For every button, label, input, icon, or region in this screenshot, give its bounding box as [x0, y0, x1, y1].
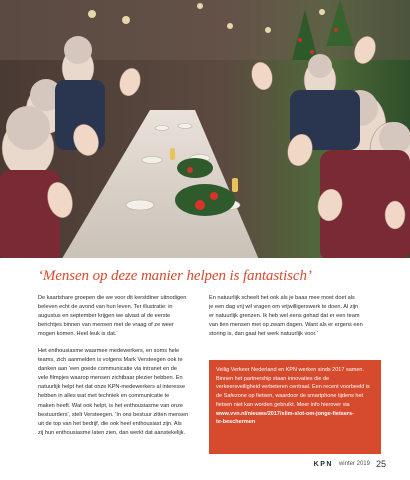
- callout-link[interactable]: te-beschermen: [216, 419, 256, 426]
- text-line: danken aan ‘een goede communicatie via intranet en de: [38, 366, 178, 373]
- callout-text-line: Veilig Verkeer Nederland en KPN werken sinds 2017 samen.: [216, 367, 364, 373]
- text-line: Het enthousiasme waarmee medewerkers, en soms hele: [38, 348, 180, 354]
- text-line: hebben in alles wat met techniek en communicatie te: [38, 393, 170, 400]
- article-headline: ‘Mensen op deze manier helpen is fantastisch’: [38, 268, 312, 284]
- text-line: er natuurlijk grenzen. Ik heb wel eens gehad dat er een team: [209, 313, 360, 320]
- text-line: bestuurders’, stelt Versteegen. ‘In ons bestuur zitten mensen: [38, 411, 189, 418]
- callout-link[interactable]: www.vvn.nl/nieuws/2017/slim-slot-om-jonge-fietsers-: [216, 410, 354, 417]
- callout-text-line: de Safezone op fietsen, waardoor de smartphone tijdens het: [216, 393, 364, 400]
- callout-text-line: Binnen het partnership staan innovaties die de: [216, 375, 330, 382]
- text-line: je een dag vrij wil vragen om vrijwilligerswerk te doen. Al zijn: [209, 304, 359, 311]
- page-footer: [314, 458, 386, 470]
- text-line: beleven echt de avond van hun leven. Ter illustratie: in: [38, 304, 173, 311]
- issue-label: winter 2019: [338, 461, 370, 467]
- right-paragraph-1: [209, 294, 381, 339]
- text-line: natuurlijk helpt het dat onze KPN-medewerkers al interesse: [38, 384, 186, 391]
- text-line: berichtjes binnen van mensen met de vraag of ze weer: [38, 322, 174, 329]
- text-line: van tien mensen met op zwam dagen. Want als er ergens een: [209, 322, 363, 329]
- text-line: storing is, dan gaat het werk natuurlijk voor.’: [209, 331, 318, 338]
- text-line: augustus en september krijgen we alvast al de eerste: [38, 313, 171, 320]
- text-line: uit de top van het bedrijf, die ook heel enthousiast zijn. Als: [38, 420, 182, 427]
- callout-text-line: verkeersveiligheid verbeteren centraal. Een recent voorbeeld is: [216, 384, 370, 391]
- text-line: vele filmpjes waarop mensen zichtbaar plezier hebben. En: [38, 375, 183, 382]
- callout-text-line: fietsen niet kan worden gebruikt. Meer info hierover via: [216, 401, 350, 408]
- text-line: zij hun enthousiasme laten zien, dan werkt dat aanstekelijk.: [38, 429, 186, 436]
- left-paragraph-2: [38, 347, 198, 438]
- text-line: maken heeft. Wat ook helpt, is het enthousiasme van onze: [38, 402, 184, 409]
- page-number: 25: [375, 459, 386, 469]
- left-paragraph-1: [38, 294, 198, 339]
- text-line: De kaartshare groepen die we voor dit kerstdiner uitnodigen: [38, 295, 187, 301]
- text-line: En natuurlijk scheelt het ook als je baas mee moet doet als: [209, 295, 355, 301]
- kpn-logo: KPN: [313, 460, 333, 468]
- text-line: teams, zich aanmelden is volgens Mark Versteegen ook te: [38, 357, 183, 364]
- info-callout-box: [209, 360, 381, 454]
- text-line: mogen komen. Heel leuk is dat.’: [38, 331, 118, 338]
